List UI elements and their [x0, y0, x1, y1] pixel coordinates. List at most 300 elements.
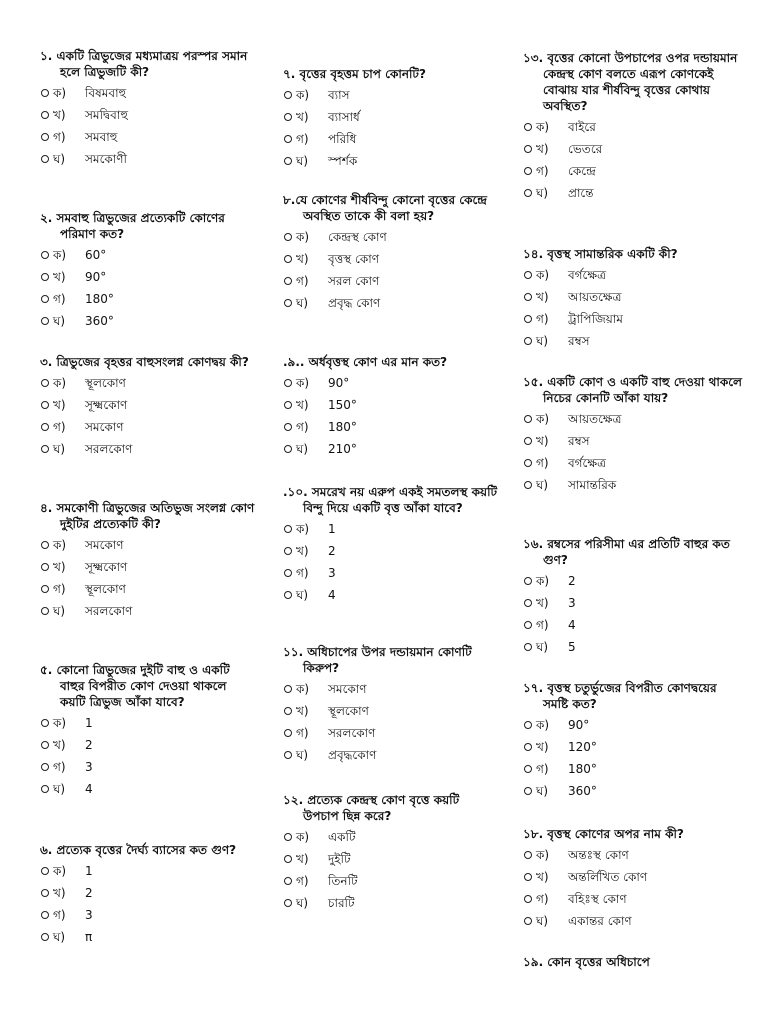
radio-circle-icon[interactable]	[524, 621, 532, 629]
answer-option[interactable]	[40, 882, 255, 904]
radio-circle-icon[interactable]	[41, 867, 49, 875]
option-text: 150°	[328, 398, 357, 412]
option-label: ঘ)	[53, 782, 66, 796]
answer-option[interactable]	[523, 844, 743, 866]
option-label: ক)	[53, 248, 67, 262]
option-text: ব্যাস	[328, 88, 350, 102]
option-text: স্পর্শক	[328, 154, 358, 168]
question-text: ১৬. রম্বসের পরিসীমা এর প্রতিটি বাহুর কত গুণ?	[523, 537, 730, 567]
radio-circle-icon[interactable]	[524, 271, 532, 279]
answer-option[interactable]	[523, 888, 743, 910]
option-label: ঘ)	[53, 930, 66, 944]
radio-circle-icon[interactable]	[284, 685, 292, 693]
question-text: ১১. অধিচাপের উপর দন্ডায়মান কোণটি কিরুপ?	[283, 645, 472, 675]
radio-circle-icon[interactable]	[524, 293, 532, 301]
radio-circle-icon[interactable]	[524, 145, 532, 153]
option-label: ঘ)	[53, 604, 66, 618]
option-text: 120°	[568, 740, 597, 754]
radio-circle-icon[interactable]	[284, 113, 292, 121]
radio-circle-icon[interactable]	[41, 563, 49, 571]
radio-circle-icon[interactable]	[41, 585, 49, 593]
question-text: ১৮. বৃত্তস্থ কোণের অপর নাম কী?	[523, 827, 684, 841]
answer-option[interactable]	[40, 756, 255, 778]
option-label: ক)	[536, 268, 550, 282]
option-text: 2	[85, 886, 93, 900]
option-text: সূক্ষ্মকোণ	[85, 398, 128, 412]
radio-circle-icon[interactable]	[41, 401, 49, 409]
option-text: 180°	[85, 292, 114, 306]
question-text: ৪. সমকোণী ত্রিভুজের অতিভুজ সংলগ্ন কোণ দুইটির প্রত্যেকটি কী?	[40, 501, 255, 531]
option-text: কেন্দ্রস্থ কোণ	[328, 230, 387, 244]
option-text: একটি	[328, 830, 356, 844]
radio-circle-icon[interactable]	[41, 111, 49, 119]
answer-option[interactable]	[40, 734, 255, 756]
option-text: সূক্ষ্মকোণ	[85, 560, 128, 574]
option-label: ক)	[296, 522, 310, 536]
answer-option[interactable]	[283, 372, 498, 394]
option-label: গ)	[296, 874, 309, 888]
radio-circle-icon[interactable]	[41, 889, 49, 897]
option-text: তিনটি	[328, 874, 358, 888]
option-label: খ)	[536, 434, 549, 448]
option-label: গ)	[296, 566, 309, 580]
option-text: সরলকোণ	[85, 442, 133, 456]
radio-circle-icon[interactable]	[524, 437, 532, 445]
option-label: গ)	[296, 132, 309, 146]
option-label: ঘ)	[296, 896, 309, 910]
answer-option[interactable]	[283, 892, 498, 914]
radio-circle-icon[interactable]	[524, 765, 532, 773]
option-text: 2	[85, 738, 93, 752]
option-text: সমদ্বিবাহু	[85, 108, 128, 122]
option-text: স্থূলকোণ	[328, 704, 369, 718]
radio-circle-icon[interactable]	[41, 133, 49, 141]
answer-option[interactable]	[283, 744, 498, 766]
answer-option[interactable]	[40, 438, 255, 460]
answer-option[interactable]	[283, 848, 498, 870]
option-label: ক)	[536, 718, 550, 732]
option-text: 1	[328, 522, 336, 536]
answer-option[interactable]	[523, 474, 743, 496]
radio-circle-icon[interactable]	[524, 873, 532, 881]
radio-circle-icon[interactable]	[524, 481, 532, 489]
question-text: ১৫. একটি কোণ ও একটি বাহু দেওয়া থাকলে নিচের কোনটি আঁকা যায়?	[523, 375, 742, 405]
option-text: 3	[568, 596, 576, 610]
question-text: ১৩. বৃত্তের কোনো উপচাপের ওপর দন্ডায়মান কেন্দ্রস্থ কোণ বলতে এরূপ কোণকেই বোঝায় যার শীর্ষবিন্দু বৃত্তের কোথায় অবস্থিত?	[523, 51, 738, 113]
question-text: ২. সমবাহু ত্রিভুজের প্রত্যেকটি কোণের পরিমাণ কত?	[40, 211, 225, 241]
option-text: বৃত্তস্থ কোণ	[328, 252, 380, 266]
radio-circle-icon[interactable]	[41, 295, 49, 303]
answer-option[interactable]	[40, 266, 255, 288]
radio-circle-icon[interactable]	[41, 607, 49, 615]
option-text: অন্তর্লিখিত কোণ	[568, 870, 648, 884]
answer-option[interactable]	[523, 138, 743, 160]
question-text: ৮.যে কোণের শীর্ষবিন্দু কোনো বৃত্তের কেন্দ্রে অবস্থিত তাকে কী বলা হয়?	[283, 193, 488, 223]
radio-circle-icon[interactable]	[284, 379, 292, 387]
option-label: গ)	[296, 420, 309, 434]
answer-option[interactable]	[523, 182, 743, 204]
radio-circle-icon[interactable]	[284, 525, 292, 533]
answer-option[interactable]	[40, 148, 255, 170]
answer-option[interactable]	[523, 736, 743, 758]
option-text: 2	[568, 574, 576, 588]
option-label: ক)	[536, 848, 550, 862]
radio-circle-icon[interactable]	[284, 899, 292, 907]
radio-circle-icon[interactable]	[41, 423, 49, 431]
question-block	[283, 192, 498, 314]
option-text: আয়তক্ষেত্র	[568, 412, 622, 426]
option-label: ক)	[53, 864, 67, 878]
question-text: ১২. প্রত্যেক কেন্দ্রস্থ কোণ বৃত্তে কয়টি উপচাপ ছিন্ন করে?	[283, 793, 460, 823]
option-text: প্রান্তে	[568, 186, 594, 200]
answer-option[interactable]	[283, 106, 498, 128]
answer-option[interactable]	[283, 416, 498, 438]
option-label: ক)	[296, 682, 310, 696]
option-text: 4	[328, 588, 336, 602]
question-text: ৬. প্রত্যেক বৃত্তের দৈর্ঘ্য ব্যাসের কত গুণ?	[40, 843, 237, 857]
answer-option[interactable]	[40, 578, 255, 600]
answer-option[interactable]	[283, 438, 498, 460]
option-text: সমকোণ	[328, 682, 367, 696]
answer-option[interactable]	[40, 372, 255, 394]
radio-circle-icon[interactable]	[284, 299, 292, 307]
radio-circle-icon[interactable]	[41, 89, 49, 97]
answer-option[interactable]	[283, 540, 498, 562]
answer-option[interactable]	[40, 310, 255, 332]
option-text: 90°	[85, 270, 107, 284]
option-text: অন্তঃস্থ কোণ	[568, 848, 629, 862]
option-label: খ)	[296, 704, 309, 718]
answer-option[interactable]	[283, 678, 498, 700]
option-label: খ)	[296, 852, 309, 866]
radio-circle-icon[interactable]	[284, 877, 292, 885]
option-text: দুইটি	[328, 852, 351, 866]
option-text: 3	[85, 908, 93, 922]
answer-option[interactable]	[40, 712, 255, 734]
answer-option[interactable]	[523, 308, 743, 330]
question-block	[40, 48, 255, 170]
option-text: π	[85, 930, 93, 944]
option-text: 4	[85, 782, 93, 796]
option-text: সরলকোণ	[328, 726, 376, 740]
radio-circle-icon[interactable]	[284, 729, 292, 737]
option-label: ক)	[296, 230, 310, 244]
radio-circle-icon[interactable]	[524, 895, 532, 903]
radio-circle-icon[interactable]	[284, 569, 292, 577]
option-label: খ)	[53, 560, 66, 574]
option-text: 360°	[568, 784, 597, 798]
option-label: ঘ)	[296, 154, 309, 168]
option-label: ঘ)	[296, 442, 309, 456]
option-text: 360°	[85, 314, 114, 328]
question-block	[283, 354, 498, 460]
question-text: ১. একটি ত্রিভুজের মধ্যমাত্রয় পরস্পর সমান হলে ত্রিভুজটি কী?	[40, 49, 248, 79]
radio-circle-icon[interactable]	[284, 547, 292, 555]
radio-circle-icon[interactable]	[524, 123, 532, 131]
radio-circle-icon[interactable]	[524, 851, 532, 859]
option-text: সমবাহু	[85, 130, 118, 144]
radio-circle-icon[interactable]	[524, 721, 532, 729]
answer-option[interactable]	[523, 408, 743, 430]
option-label: খ)	[296, 544, 309, 558]
radio-circle-icon[interactable]	[284, 707, 292, 715]
option-label: ঘ)	[536, 186, 549, 200]
radio-circle-icon[interactable]	[284, 401, 292, 409]
question-block	[283, 644, 498, 766]
answer-option[interactable]	[523, 910, 743, 932]
answer-option[interactable]	[40, 600, 255, 622]
option-label: খ)	[296, 252, 309, 266]
answer-option[interactable]	[523, 780, 743, 802]
answer-option[interactable]	[283, 562, 498, 584]
answer-option[interactable]	[523, 570, 743, 592]
option-text: আয়তক্ষেত্র	[568, 290, 622, 304]
question-text: ১৪. বৃত্তস্থ সামান্তরিক একটি কী?	[523, 247, 678, 261]
radio-circle-icon[interactable]	[284, 751, 292, 759]
option-label: ঘ)	[536, 914, 549, 928]
answer-option[interactable]	[283, 150, 498, 172]
option-label: ক)	[53, 538, 67, 552]
answer-option[interactable]	[40, 126, 255, 148]
option-text: একান্তর কোণ	[568, 914, 632, 928]
radio-circle-icon[interactable]	[41, 719, 49, 727]
radio-circle-icon[interactable]	[284, 445, 292, 453]
radio-circle-icon[interactable]	[41, 763, 49, 771]
question-text: ৫. কোনো ত্রিভুজের দুইটি বাহু ও একটি বাহুর বিপরীত কোণ দেওয়া থাকলে কয়টি ত্রিভুজ আঁকা যাবে?	[40, 663, 230, 709]
radio-circle-icon[interactable]	[284, 591, 292, 599]
option-text: ব্যাসার্ধ	[328, 110, 360, 124]
answer-option[interactable]	[283, 128, 498, 150]
option-label: গ)	[53, 292, 66, 306]
option-label: খ)	[296, 398, 309, 412]
radio-circle-icon[interactable]	[41, 741, 49, 749]
answer-option[interactable]	[523, 714, 743, 736]
answer-option[interactable]	[40, 288, 255, 310]
option-label: গ)	[53, 130, 66, 144]
question-text: ১৭. বৃত্তস্থ চতুর্ভুজের বিপরীত কোণদ্বয়ের সমষ্টি কত?	[523, 681, 717, 711]
answer-option[interactable]	[523, 330, 743, 352]
radio-circle-icon[interactable]	[284, 855, 292, 863]
option-label: গ)	[536, 762, 549, 776]
option-text: 1	[85, 716, 93, 730]
option-label: ঘ)	[536, 640, 549, 654]
radio-circle-icon[interactable]	[41, 379, 49, 387]
question-block	[40, 500, 255, 622]
option-label: গ)	[296, 274, 309, 288]
answer-option[interactable]	[283, 584, 498, 606]
radio-circle-icon[interactable]	[524, 577, 532, 585]
answer-option[interactable]	[40, 904, 255, 926]
answer-option[interactable]	[40, 244, 255, 266]
radio-circle-icon[interactable]	[524, 189, 532, 197]
option-text: প্রবৃদ্ধ কোণ	[328, 296, 381, 310]
option-text: সমকোণ	[85, 420, 124, 434]
answer-option[interactable]	[283, 394, 498, 416]
question-block	[523, 536, 743, 658]
option-label: ঘ)	[536, 334, 549, 348]
option-label: খ)	[53, 738, 66, 752]
option-text: চারটি	[328, 896, 355, 910]
option-label: খ)	[296, 110, 309, 124]
question-block	[523, 246, 743, 352]
option-text: রম্বস	[568, 334, 590, 348]
radio-circle-icon[interactable]	[41, 785, 49, 793]
radio-circle-icon[interactable]	[524, 415, 532, 423]
option-label: ক)	[536, 120, 550, 134]
option-label: গ)	[53, 760, 66, 774]
answer-option[interactable]	[523, 636, 743, 658]
answer-option[interactable]	[523, 614, 743, 636]
answer-option[interactable]	[283, 826, 498, 848]
radio-circle-icon[interactable]	[41, 317, 49, 325]
option-label: গ)	[53, 908, 66, 922]
option-text: 1	[85, 864, 93, 878]
option-label: ঘ)	[296, 296, 309, 310]
question-block	[283, 484, 498, 606]
radio-circle-icon[interactable]	[284, 423, 292, 431]
answer-option[interactable]	[40, 394, 255, 416]
option-label: খ)	[536, 290, 549, 304]
radio-circle-icon[interactable]	[284, 255, 292, 263]
radio-circle-icon[interactable]	[284, 157, 292, 165]
radio-circle-icon[interactable]	[524, 337, 532, 345]
option-label: খ)	[53, 886, 66, 900]
option-text: স্থূলকোণ	[85, 582, 126, 596]
option-text: 4	[568, 618, 576, 632]
answer-option[interactable]	[283, 270, 498, 292]
option-label: ঘ)	[536, 784, 549, 798]
option-text: 60°	[85, 248, 107, 262]
question-block	[283, 66, 498, 172]
option-label: ঘ)	[296, 748, 309, 762]
option-text: বাইরে	[568, 120, 596, 134]
option-label: ক)	[296, 830, 310, 844]
option-label: খ)	[53, 270, 66, 284]
option-text: 5	[568, 640, 576, 654]
answer-option[interactable]	[40, 534, 255, 556]
answer-option[interactable]	[283, 226, 498, 248]
option-text: স্থূলকোণ	[85, 376, 126, 390]
answer-option[interactable]	[283, 248, 498, 270]
question-block	[523, 826, 743, 932]
option-text: সমকোণ	[85, 538, 124, 552]
question-block	[523, 374, 743, 496]
answer-option[interactable]	[40, 860, 255, 882]
option-text: 90°	[568, 718, 590, 732]
question-text: ৭. বৃত্তের বৃহত্তম চাপ কোনটি?	[283, 67, 426, 81]
option-label: খ)	[536, 142, 549, 156]
radio-circle-icon[interactable]	[284, 277, 292, 285]
radio-circle-icon[interactable]	[524, 743, 532, 751]
radio-circle-icon[interactable]	[524, 167, 532, 175]
option-label: খ)	[536, 596, 549, 610]
radio-circle-icon[interactable]	[284, 833, 292, 841]
answer-option[interactable]	[523, 116, 743, 138]
option-label: খ)	[536, 740, 549, 754]
answer-option[interactable]	[523, 452, 743, 474]
option-text: পরিধি	[328, 132, 357, 146]
option-text: 3	[85, 760, 93, 774]
answer-option[interactable]	[40, 416, 255, 438]
answer-option[interactable]	[40, 778, 255, 800]
radio-circle-icon[interactable]	[524, 315, 532, 323]
radio-circle-icon[interactable]	[524, 459, 532, 467]
radio-circle-icon[interactable]	[284, 91, 292, 99]
answer-option[interactable]	[40, 556, 255, 578]
answer-option[interactable]	[523, 264, 743, 286]
radio-circle-icon[interactable]	[524, 643, 532, 651]
option-label: খ)	[53, 398, 66, 412]
option-label: ক)	[53, 376, 67, 390]
radio-circle-icon[interactable]	[41, 273, 49, 281]
answer-option[interactable]	[523, 592, 743, 614]
option-label: ক)	[296, 88, 310, 102]
radio-circle-icon[interactable]	[41, 933, 49, 941]
radio-circle-icon[interactable]	[284, 233, 292, 241]
option-label: ক)	[536, 412, 550, 426]
answer-option[interactable]	[283, 518, 498, 540]
option-text: বিষমবাহু	[85, 86, 127, 100]
question-block	[283, 792, 498, 914]
question-text: .১০. সমরেখ নয় এরুপ একই সমতলস্থ কয়টি বিন্দু দিয়ে একটি বৃত্ত আঁকা যাবে?	[283, 485, 498, 515]
radio-circle-icon[interactable]	[41, 541, 49, 549]
option-text: সমকোণী	[85, 152, 127, 166]
option-text: সরল কোণ	[328, 274, 380, 288]
radio-circle-icon[interactable]	[524, 917, 532, 925]
option-label: ক)	[536, 574, 550, 588]
answer-option[interactable]	[40, 82, 255, 104]
radio-circle-icon[interactable]	[41, 251, 49, 259]
question-block	[40, 842, 255, 948]
answer-option[interactable]	[523, 758, 743, 780]
option-text: কেন্দ্রে	[568, 164, 596, 178]
option-text: ট্রাপিজিয়াম	[568, 312, 623, 326]
answer-option[interactable]	[283, 292, 498, 314]
option-text: প্রবৃদ্ধকোণ	[328, 748, 377, 762]
answer-option[interactable]	[40, 926, 255, 948]
question-text: .৯.. অর্ধবৃত্তস্থ কোণ এর মান কত?	[283, 355, 448, 369]
option-text: 180°	[328, 420, 357, 434]
radio-circle-icon[interactable]	[524, 599, 532, 607]
radio-circle-icon[interactable]	[41, 155, 49, 163]
option-label: গ)	[536, 618, 549, 632]
question-block	[40, 662, 255, 800]
option-label: খ)	[53, 108, 66, 122]
answer-option[interactable]	[523, 866, 743, 888]
answer-option[interactable]	[283, 722, 498, 744]
answer-option[interactable]	[523, 160, 743, 182]
answer-option[interactable]	[523, 430, 743, 452]
option-label: গ)	[296, 726, 309, 740]
answer-option[interactable]	[283, 84, 498, 106]
answer-option[interactable]	[40, 104, 255, 126]
answer-option[interactable]	[523, 286, 743, 308]
radio-circle-icon[interactable]	[41, 911, 49, 919]
question-block	[40, 210, 255, 332]
option-text: ভেতরে	[568, 142, 603, 156]
question-text: ১৯. কোন বৃত্তের অধিচাপে	[523, 955, 650, 969]
answer-option[interactable]	[283, 870, 498, 892]
option-text: রম্বস	[568, 434, 590, 448]
radio-circle-icon[interactable]	[284, 135, 292, 143]
option-label: ঘ)	[296, 588, 309, 602]
radio-circle-icon[interactable]	[524, 787, 532, 795]
radio-circle-icon[interactable]	[41, 445, 49, 453]
answer-option[interactable]	[283, 700, 498, 722]
option-label: ঘ)	[53, 442, 66, 456]
option-text: বর্গক্ষেত্র	[568, 268, 606, 282]
option-label: গ)	[536, 164, 549, 178]
